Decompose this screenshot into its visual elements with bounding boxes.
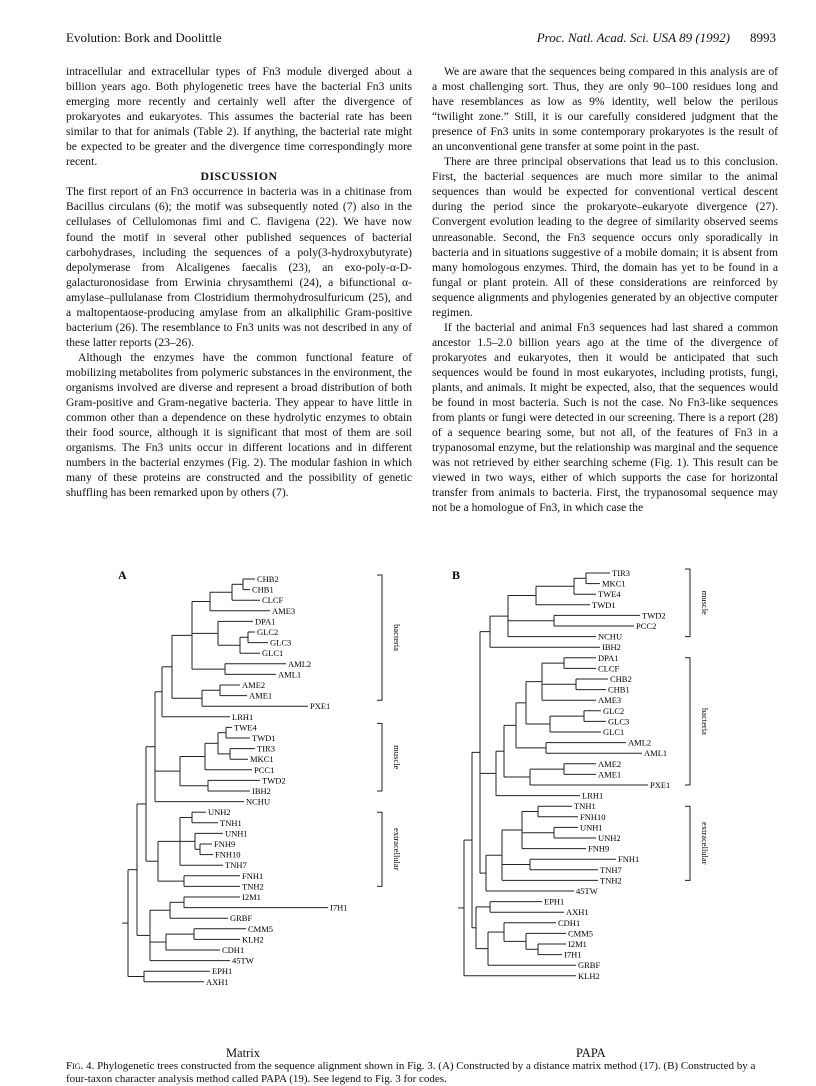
leaf-label: 45TW xyxy=(232,955,254,966)
running-header-left: Evolution: Bork and Doolittle xyxy=(66,30,222,45)
leaf-label: AME1 xyxy=(249,690,273,701)
leaf-label: TNH1 xyxy=(574,801,596,812)
leaf-label: PCC2 xyxy=(636,621,657,631)
leaf-label: AML1 xyxy=(278,669,302,680)
leaf-label: TNH7 xyxy=(225,860,247,871)
leaf-label: PXE1 xyxy=(310,701,331,712)
group-bracket xyxy=(685,658,690,785)
paragraph: We are aware that the sequences being compared in this analysis are of a most challenging sort. Thus, they are only 90–100 residues long and have resemblances as low as 9% identity, well below the perilous “twilight zone.” Still, it is our carefully considered judgment that the presence of Fn3 units in some contemporary prokaryotes is the result of an unconventional gene transfer at some point in the past. xyxy=(432,65,778,154)
leaf-label: TIR3 xyxy=(257,743,275,754)
leaf-label: UNH1 xyxy=(225,828,248,839)
leaf-label: CLCF xyxy=(598,663,620,674)
group-bracket xyxy=(377,575,382,700)
leaf-label: TWD2 xyxy=(642,610,666,621)
leaf-label: TNH1 xyxy=(220,817,242,828)
leaf-label: TIR3 xyxy=(612,568,630,578)
group-label: extracellular xyxy=(392,828,402,871)
leaf-label: UNH1 xyxy=(580,822,603,833)
leaf-label: CHB2 xyxy=(610,674,632,684)
page-number: 8993 xyxy=(750,30,776,45)
tree-a-caption: Matrix xyxy=(226,1046,261,1060)
leaf-label: TWD2 xyxy=(262,775,286,786)
leaf-label: GLC1 xyxy=(262,648,284,659)
left-text-column xyxy=(66,64,412,500)
paragraph: The first report of an Fn3 occurrence in bacteria was in a chitinase from Bacillus circulans (6); the motif was subsequently noted (7) also in the cellulases of Cellulomonas fimi and C. flavigena (22). We have now found the motif in several other published sequences of bacterial carbohydrases, including the sequences of a poly(3-hydroxybutyrate) depolymerase from Alcaligenes faecalis (23), an exo-poly-α-D-galacturonosidase from Erwinia chrysamthemi (24), a bifunctional α-amylase–pullulanase from Clostridium thermohydrosulfuricum (25), and a maltopentaose-producing amylase from an alkaliphilic Gram-positive bacterium (26). The resemblance to Fn3 units was not described in any of these latter reports (23–26). xyxy=(66,185,412,349)
leaf-label: EPH1 xyxy=(544,896,565,907)
right-text-column xyxy=(432,64,778,515)
leaf-label: I7H1 xyxy=(564,949,582,960)
leaf-label: GRBF xyxy=(230,913,253,924)
leaf-label: TWD1 xyxy=(592,599,616,610)
leaf-label: AXH1 xyxy=(206,976,229,987)
leaf-label: IBH2 xyxy=(252,786,271,796)
leaf-label: CHB2 xyxy=(257,574,279,584)
leaf-label: AML1 xyxy=(644,748,668,759)
group-label: bacteria xyxy=(700,707,710,735)
leaf-label: AML2 xyxy=(628,737,652,748)
leaf-label: TNH7 xyxy=(600,864,622,875)
section-heading: DISCUSSION xyxy=(200,169,278,184)
leaf-label: CLCF xyxy=(262,595,284,606)
leaf-label: KLH2 xyxy=(242,934,264,945)
leaf-label: CMM5 xyxy=(248,923,274,934)
leaf-label: NCHU xyxy=(246,796,271,807)
leaf-label: GLC2 xyxy=(603,705,625,716)
leaf-label: GLC1 xyxy=(603,727,625,737)
group-label: muscle xyxy=(392,745,402,770)
leaf-label: AME2 xyxy=(242,680,266,690)
leaf-label: UNH2 xyxy=(598,833,621,843)
group-bracket xyxy=(685,569,690,637)
leaf-label: FNH10 xyxy=(580,811,606,822)
leaf-label: I2M1 xyxy=(568,939,587,949)
leaf-label: IBH2 xyxy=(602,642,621,653)
leaf-label: GLC3 xyxy=(270,637,292,648)
leaf-label: TWE4 xyxy=(234,722,257,733)
figure-caption xyxy=(66,1060,778,1086)
leaf-label: DPA1 xyxy=(598,652,619,663)
leaf-label: CHB1 xyxy=(608,684,630,695)
leaf-label: AML2 xyxy=(288,658,312,669)
leaf-label: GLC3 xyxy=(608,716,630,727)
leaf-label: AME1 xyxy=(598,769,622,780)
leaf-label: TWD1 xyxy=(252,733,276,743)
leaf-label: AXH1 xyxy=(566,907,589,918)
leaf-label: FNH1 xyxy=(618,854,640,865)
leaf-label: FNH10 xyxy=(215,849,241,860)
leaf-label: CHB1 xyxy=(252,584,274,595)
leaf-label: NCHU xyxy=(598,631,623,642)
leaf-label: CDH1 xyxy=(558,917,581,928)
leaf-label: AME2 xyxy=(598,758,622,769)
leaf-label: TWE4 xyxy=(598,589,621,600)
leaf-label: TNH2 xyxy=(600,875,622,886)
paragraph: intracellular and extracellular types of Fn3 module diverged about a billion years ago. Both phylogenetic trees have the bacterial Fn3 units emerging more recently and certainly well after the divergence of prokaryotes and eukaryotes. This assumes the bacterial rate has been similar to that for animals (Table 2). If anything, the bacterial rate might be expected to be greater and the divergence time correspondingly more recent. xyxy=(66,65,412,169)
leaf-label: CMM5 xyxy=(568,928,594,939)
paragraph: If the bacterial and animal Fn3 sequences had last shared a common ancestor 1.5–2.0 billion years ago at the time of the divergence of prokaryotes and eukaryotes, then it would be anticipated that such sequences would be found in most eukaryotes, including protists, fungi, plants, and animals. It might be expected, also, that the sequences would be found in most bacteria. Such is not the case. No Fn3-like sequences from plants or fungi were detected in our screening. There is a report (28) of a sequence bearing some, but not all, of the features of Fn3 in a trypanosomal enzyme, but the relationship was marginal and the sequence was not retrieved by either searching scheme (Fig. 1). This result can be viewed in two ways, either of which supports the case for horizontal transfer from animals to bacteria. First, the trypanosomal sequence may not be a homologue of Fn3, in which case the xyxy=(432,320,778,515)
leaf-label: MKC1 xyxy=(250,754,274,765)
leaf-label: PCC1 xyxy=(254,764,275,775)
leaf-label: EPH1 xyxy=(212,966,233,977)
leaf-label: CDH1 xyxy=(222,945,245,955)
paragraph: There are three principal observations that lead us to this conclusion. First, the bacterial sequences are much more similar to the animal sequences than would be expected for conventional vertical descent during the period since the prokaryote–eukaryote divergence (27). Convergent evolution leading to the degree of similarity observed seems unreasonable. Second, the Fn3 sequence occurs only sporadically in bacteria and in situations suggestive of a mobile domain; it is absent from many homologous enzymes. Third, the domain has yet to be found in a fungal or plant protein. All of these considerations are reinforced by sequence alignments and phylogenies generated by an objective computer regimen. xyxy=(432,155,778,319)
leaf-label: UNH2 xyxy=(208,807,231,818)
leaf-label: I2M1 xyxy=(242,892,261,902)
leaf-label: LRH1 xyxy=(232,711,254,722)
tree-panel-b xyxy=(446,565,776,1015)
group-bracket xyxy=(377,723,382,791)
leaf-label: GRBF xyxy=(578,960,601,971)
tree-b-svg xyxy=(446,565,776,1015)
leaf-label: AME3 xyxy=(272,605,296,616)
journal-citation: Proc. Natl. Acad. Sci. USA 89 (1992) xyxy=(536,30,730,45)
leaf-label: KLH2 xyxy=(578,970,600,981)
panel-letter: A xyxy=(118,568,127,582)
group-label: muscle xyxy=(700,590,710,615)
leaf-label: GLC2 xyxy=(257,627,279,637)
group-bracket xyxy=(685,806,690,880)
leaf-label: FNH1 xyxy=(242,870,264,881)
leaf-label: TNH2 xyxy=(242,881,264,892)
leaf-label: LRH1 xyxy=(582,790,604,801)
leaf-label: MKC1 xyxy=(602,578,626,589)
leaf-label: DPA1 xyxy=(255,616,276,627)
group-bracket xyxy=(377,812,382,886)
leaf-label: AME3 xyxy=(598,695,622,706)
group-label: bacteria xyxy=(392,624,402,652)
leaf-label: 45TW xyxy=(576,886,598,896)
tree-panel-a xyxy=(100,565,422,1015)
tree-a-svg xyxy=(100,565,422,1015)
running-header-right xyxy=(537,30,776,46)
leaf-label: FNH9 xyxy=(588,843,610,854)
leaf-label: FNH9 xyxy=(214,839,236,849)
figure-caption-text: Phylogenetic trees constructed from the sequence alignment shown in Fig. 3. (A) Constructed by a distance matrix method (17). (B) Constructed by a four-taxon character analysis method called PAPA (19). See legend to Fig. 3 for codes. xyxy=(66,1060,756,1085)
tree-b-caption: PAPA xyxy=(576,1046,606,1060)
leaf-label: PXE1 xyxy=(650,780,671,790)
panel-letter: B xyxy=(452,568,461,582)
leaf-label: I7H1 xyxy=(330,902,348,913)
paragraph: Although the enzymes have the common functional feature of mobilizing metabolites from polymeric substances in the environment, the organisms involved are diverse and represent a broad distribution of both Gram-positive and Gram-negative bacteria. They appear to have little in common other than a dependence on these hydrolytic enzymes to obtain their food source, although it is significant that most of them are soil organisms. The Fn3 units occur in different locations and in different numbers in the bacterial enzymes (Fig. 2). The modular fashion in which many of these proteins are constructed and the possibility of genetic shuffling has been remarked upon by others (7). xyxy=(66,350,412,500)
figure-label: Fig. 4. xyxy=(66,1060,95,1072)
group-label: extracellular xyxy=(700,822,710,865)
